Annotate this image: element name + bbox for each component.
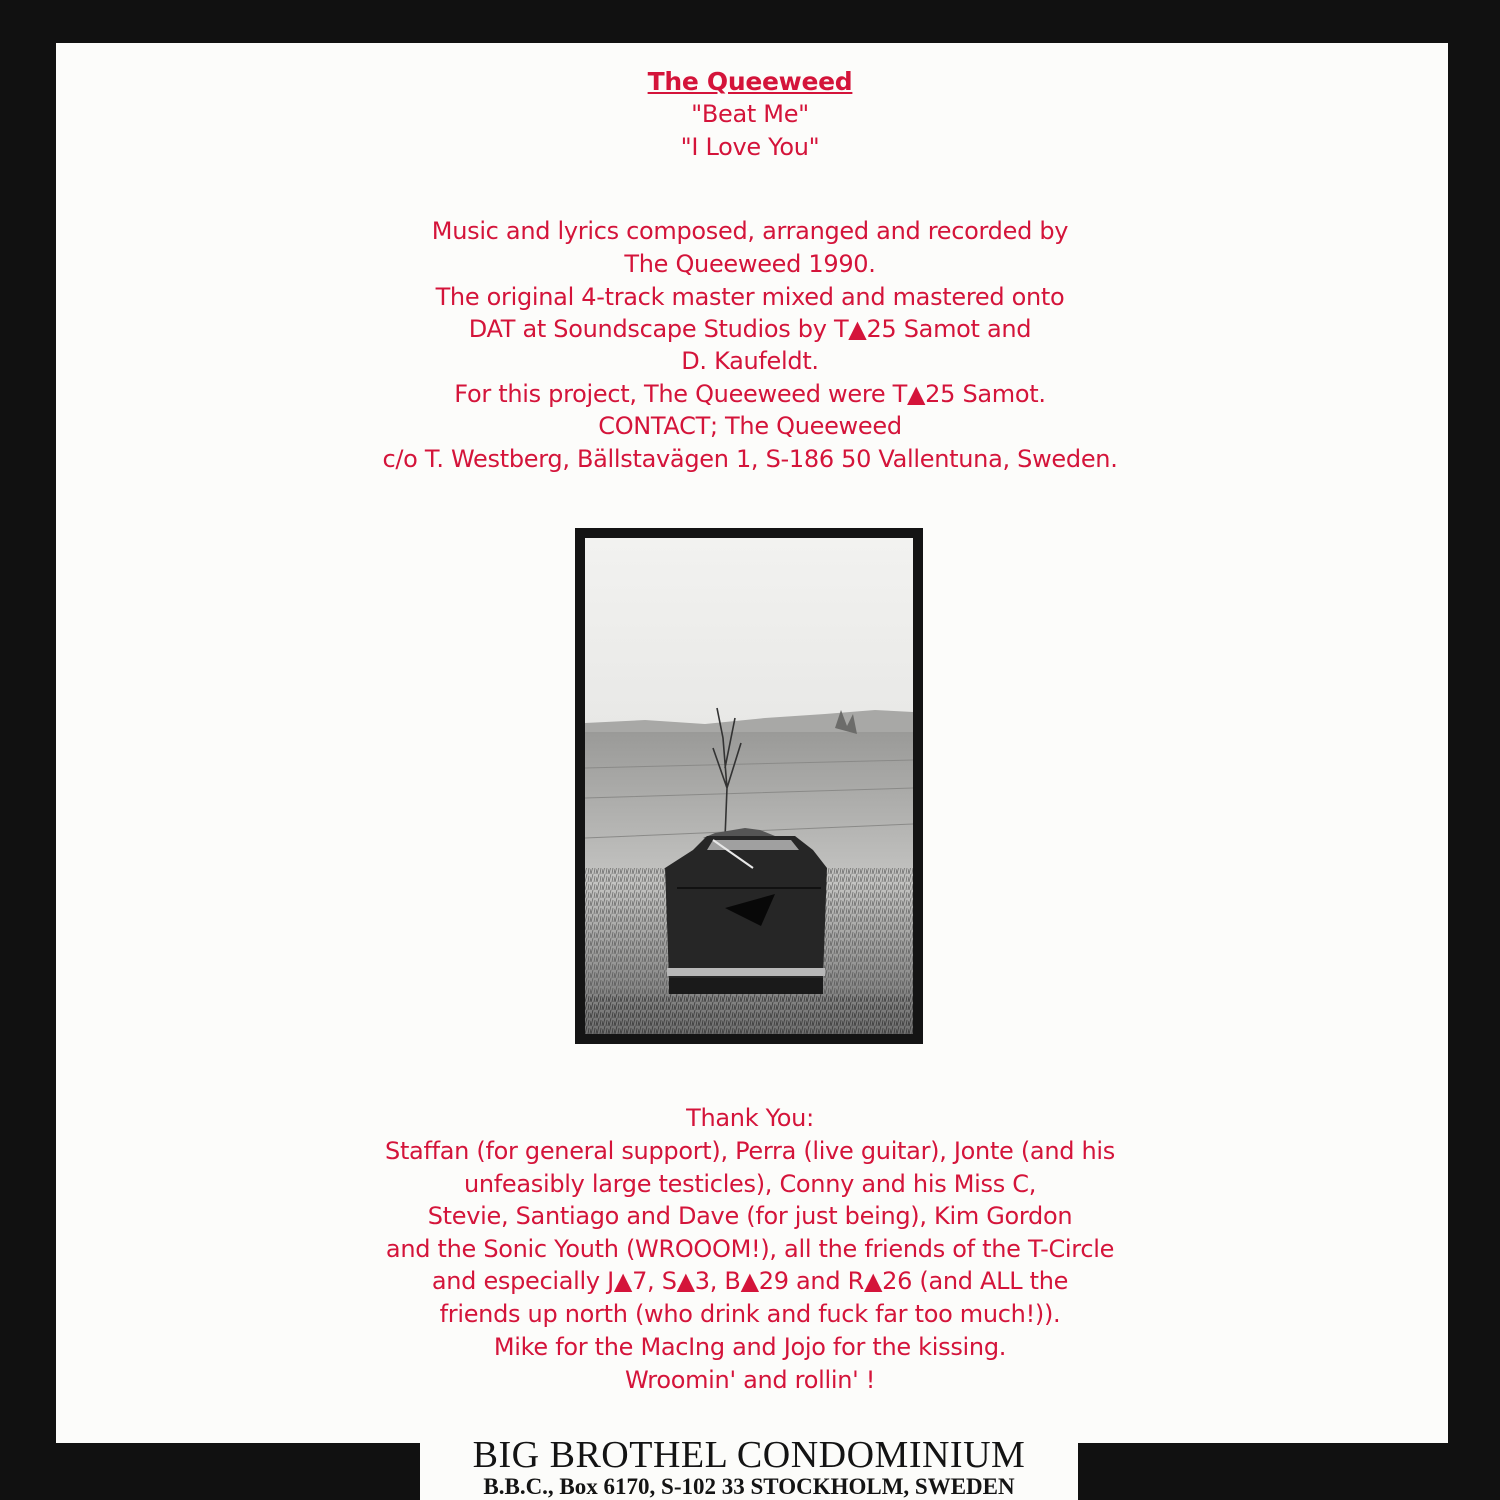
track-title-2: "I Love You"	[680, 133, 820, 161]
address-line: c/o T. Westberg, Bällstavägen 1, S-186 50 Vallentuna, Sweden.	[382, 445, 1118, 473]
label-address: B.B.C., Box 6170, S-102 33 STOCKHOLM, SWEDEN	[483, 1474, 1015, 1499]
credit-line: The original 4-track master mixed and mastered onto	[435, 283, 1065, 311]
label-name: BIG BROTHEL CONDOMINIUM	[472, 1434, 1026, 1476]
thanks-line: and especially J▲7, S▲3, B▲29 and R▲26 (and ALL the	[431, 1267, 1069, 1295]
thanks-line: Stevie, Santiago and Dave (for just being), Kim Gordon	[427, 1202, 1073, 1230]
thanks-line: Wroomin' and rollin' !	[624, 1366, 876, 1394]
track-title-1: "Beat Me"	[691, 100, 809, 128]
thanks-line: unfeasibly large testicles), Conny and his Miss C,	[463, 1170, 1037, 1198]
credit-line: D. Kaufeldt.	[681, 347, 819, 375]
contact-line: CONTACT; The Queeweed	[598, 412, 902, 440]
credit-line: DAT at Soundscape Studios by T▲25 Samot and	[468, 315, 1032, 343]
thanks-line: Mike for the MacIng and Jojo for the kissing.	[493, 1333, 1007, 1361]
thanks-line: Staffan (for general support), Perra (live guitar), Jonte (and his	[385, 1137, 1115, 1165]
thanks-line: friends up north (who drink and fuck far too much!)).	[439, 1300, 1061, 1328]
band-title: The Queeweed	[647, 67, 853, 96]
record-label-box	[420, 1433, 1078, 1500]
thanks-heading: Thank You:	[686, 1104, 814, 1132]
credit-line: Music and lyrics composed, arranged and recorded by	[431, 217, 1069, 245]
credit-line: For this project, The Queeweed were T▲25 Samot.	[454, 380, 1046, 408]
photo-frame	[575, 528, 923, 1044]
credit-line: The Queeweed 1990.	[624, 250, 876, 278]
thanks-line: and the Sonic Youth (WROOOM!), all the friends of the T-Circle	[385, 1235, 1115, 1263]
abandoned-car-photo	[585, 538, 913, 1034]
